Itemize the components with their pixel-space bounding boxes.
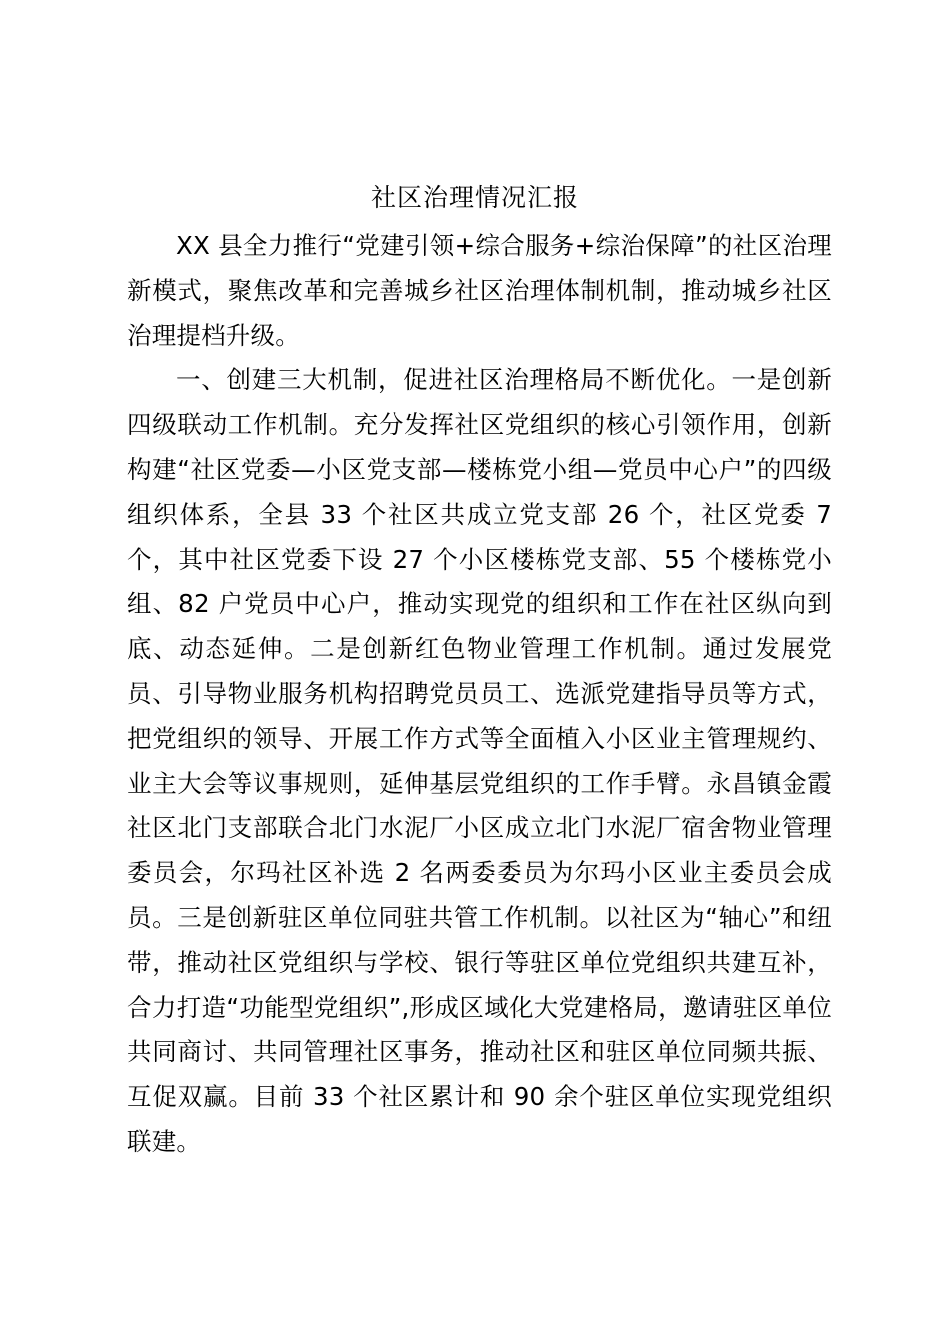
paragraph-intro: XX 县全力推行“党建引领+综合服务+综治保障”的社区治理新模式，聚焦改革和完善城乡社区治理体制机制，推动城乡社区治理提档升级。 bbox=[127, 231, 832, 350]
document-title: 社区治理情况汇报 bbox=[370, 183, 579, 212]
paragraph-section-one: 一、创建三大机制，促进社区治理格局不断优化。一是创新四级联动工作机制。充分发挥社区党组织的核心引领作用，创新构建“社区党委—小区党支部—楼栋党小组—党员中心户”的四级组织体系，全县 33 个社区共成立党支部 26 个，社区党委 7 个，其中社区党委下设 27 个小区楼栋党支部、55 个楼栋党小组、82 户党员中心户，推动实现党的组织和工作在社区纵向到底、动态延伸。二是创新红色物业管理工作机制。通过发展党员、引导物业服务机构招聘党员员工、选派党建指导员等方式，把党组织的领导、开展工作方式等全面植入小区业主管理规约、业主大会等议事规则，延伸基层党组织的工作手臂。永昌镇金霞社区北门支部联合北门水泥厂小区成立北门水泥厂宿舍物业管理委员会，尔玛社区补选 2 名两委委员为尔玛小区业主委员会成员。三是创新驻区单位同驻共管工作机制。以社区为“轴心”和纽带，推动社区党组织与学校、银行等驻区单位党组织共建互补，合力打造“功能型党组织”,形成区域化大党建格局，邀请驻区单位共同商讨、共同管理社区事务，推动社区和驻区单位同频共振、互促双赢。目前 33 个社区累计和 90 余个驻区单位实现党组织联建。 bbox=[127, 365, 832, 1156]
document-body bbox=[127, 224, 832, 1165]
